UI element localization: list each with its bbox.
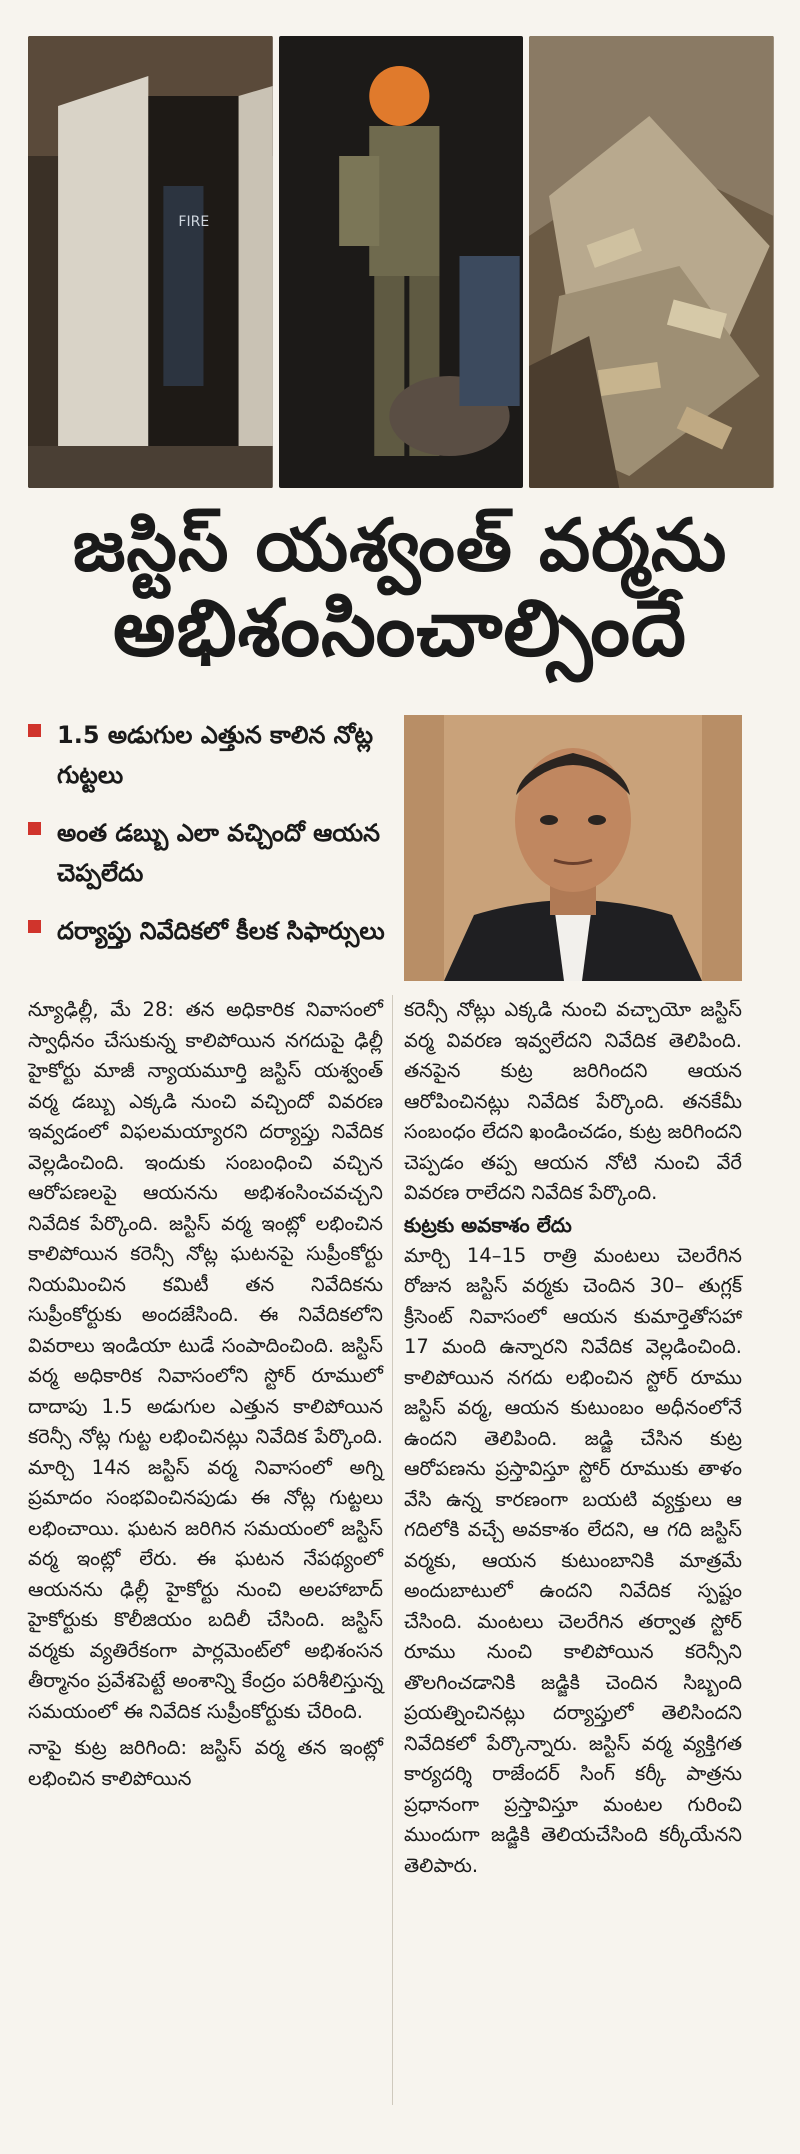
bullet-square-icon — [28, 724, 41, 737]
highlight-text: 1.5 అడుగుల ఎత్తున కాలిన నోట్ల గుట్టలు — [57, 721, 373, 789]
highlights-list — [28, 715, 388, 969]
photo-burnt-notes — [529, 36, 774, 488]
headline — [20, 505, 780, 673]
bullet-square-icon — [28, 920, 41, 933]
column-divider — [392, 995, 393, 2105]
highlight-item — [28, 715, 388, 795]
headline-line-2: అభిశంసించాల్సిందే — [113, 583, 687, 674]
photo-fire-doorway — [28, 36, 273, 488]
article-paragraph: మార్చి 14–15 రాత్రి మంటలు చెలరేగిన రోజున జస్టిస్ వర్మకు చెందిన 30– తుగ్లక్ క్రీసెంట్ నివాసంలో ఆయన కుమార్తెతోసహా 17 మంది ఉన్నారని నివేదిక వెల్లడించింది. కాలిపోయిన నగదు లభించిన స్టోర్ రూము జస్టిస్ వర్మ, ఆయన కుటుంబం అధీనంలోనే ఉందని తెలిపింది. జడ్జి చేసిన కుట్ర ఆరోపణను ప్రస్తావిస్తూ స్టోర్ రూముకు తాళం వేసి ఉన్న కారణంగా బయటి వ్యక్తులు ఆ గదిలోకి వచ్చే అవకాశం లేదని, ఆ గది జస్టిస్ వర్మకు, ఆయన కుటుంబానికి మాత్రమే అందుబాటులో ఉందని నివేదిక స్పష్టం చేసింది. మంటలు చెలరేగిన తర్వాత స్టోర్ రూము నుంచి కాలిపోయిన కరెన్సీని తొలగించడానికి జడ్జికి చెందిన సిబ్బంది ప్రయత్నించినట్లు దర్యాప్తులో తెలిసిందని నివేదికలో పేర్కొన్నారు. జస్టిస్ వర్మ వ్యక్తిగత కార్యదర్శి రాజేందర్ సింగ్ కర్కీ పాత్రను ప్రధానంగా ప్రస్తావిస్తూ మంటల గురించి ముందుగా జడ్జికి తెలియచేసింది కర్కీయేనని తెలిపారు. — [404, 1243, 742, 1877]
article-paragraph: కరెన్సీ నోట్లు ఎక్కడి నుంచి వచ్చాయో జస్టిస్ వర్మ వివరణ ఇవ్వలేదని నివేదిక తెలిపింది. తనపైన కుట్ర జరిగిందని ఆయన ఆరోపించినట్లు నివేదిక పేర్కొంది. తనకేమీ సంబంధం లేదని ఖండించడం, కుట్ర జరిగిందని చెప్పడం తప్ప ఆయన నోటి నుంచి వేరే వివరణ రాలేదని నివేదిక పేర్కొంది. — [404, 998, 743, 1204]
portrait-photo — [404, 715, 742, 981]
article-subhead: కుట్రకు అవకాశం లేదు — [404, 1212, 572, 1237]
highlight-text: దర్యాప్తు నివేదికలో కీలక సిఫార్సులు — [57, 917, 385, 945]
highlight-item — [28, 813, 388, 893]
highlight-text: అంత డబ్బు ఎలా వచ్చిందో ఆయన చెప్పలేదు — [57, 819, 380, 887]
headline-line-1: జస్టిస్ యశ్వంత్ వర్మను — [72, 503, 728, 587]
photo-firefighter — [279, 36, 524, 488]
bullet-square-icon — [28, 822, 41, 835]
photo-strip — [28, 36, 774, 488]
highlight-item — [28, 911, 388, 951]
article-paragraph: న్యూఢిల్లీ, మే 28: తన అధికారిక నివాసంలో స్వాధీనం చేసుకున్న కాలిపోయిన నగదుపై ఢిల్లీ హైకోర్టు మాజీ న్యాయమూర్తి జస్టిస్ యశ్వంత్ వర్మ డబ్బు ఎక్కడి నుంచి వచ్చిందో వివరణ ఇవ్వడంలో విఫలమయ్యారని దర్యాప్తు నివేదిక వెల్లడించింది. ఇందుకు సంబంధించి వచ్చిన ఆరోపణలపై ఆయనను అభిశంసించవచ్చని నివేదిక పేర్కొంది. జస్టిస్ వర్మ ఇంట్లో లభించిన కాలిపోయిన కరెన్సీ నోట్ల ఘటనపై సుప్రీంకోర్టు నియమించిన కమిటీ తన నివేదికను సుప్రీంకోర్టుకు అందజేసింది. ఈ నివేదికలోని వివరాలు ఇండియా టుడే సంపాదించింది. జస్టిస్ వర్మ అధికారిక నివాసంలోని స్టోర్ రూములో దాదాపు 1.5 అడుగుల ఎత్తున కాలిపోయిన కరెన్సీ నోట్ల గుట్ట లభించినట్లు నివేదిక పేర్కొంది. మార్చి 14న జస్టిస్ వర్మ నివాసంలో అగ్ని ప్రమాదం సంభవించినపుడు ఈ నోట్ల గుట్టలు లభించాయి. ఘటన జరిగిన సమయంలో జస్టిస్ వర్మ ఇంట్లో లేరు. ఈ ఘటన నేపథ్యంలో ఆయనను ఢిల్లీ హైకోర్టు నుంచి అలహాబాద్ హైకోర్టుకు కొలీజియం బదిలీ చేసింది. జస్టిస్ వర్మకు వ్యతిరేకంగా పార్లమెంట్‌లో అభిశంసన తీర్మానం ప్రవేశపెట్టే అంశాన్ని కేంద్రం పరిశీలిస్తున్న సమయంలో ఈ నివేదిక సుప్రీంకోర్టుకు చేరింది. — [28, 998, 383, 1723]
article-subhead: నాపై కుట్ర జరిగింది: జస్టిస్ వర్మ తన ఇంట్లో లభించిన కాలిపోయిన — [28, 1736, 383, 1790]
fire-label: FIRE — [178, 214, 210, 230]
article-column-right — [404, 995, 742, 1881]
article-column-left — [28, 995, 383, 1794]
